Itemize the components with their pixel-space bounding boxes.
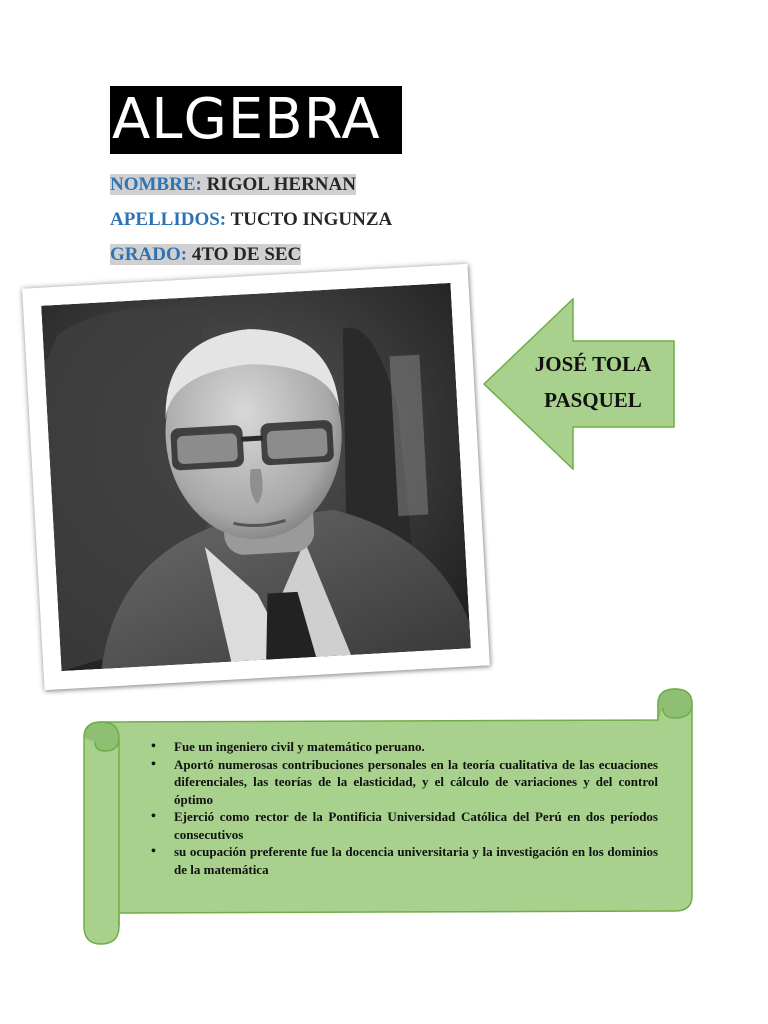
- bio-text: [151, 738, 658, 878]
- bio-bullet-4: • su ocupación preferente fue la docencia universitaria y la investigación en los dominios de la matemática: [174, 843, 658, 878]
- callout-line-2: PASQUEL: [544, 388, 642, 412]
- page-title: ALGEBRA: [110, 86, 402, 154]
- name-callout-arrow: [483, 298, 676, 470]
- bio-scroll: [83, 688, 695, 946]
- portrait-photo: [41, 283, 471, 671]
- callout-text: [513, 346, 673, 418]
- bio-bullet-3: • Ejerció como rector de la Pontificia Universidad Católica del Perú en dos períodos consecutivos: [174, 808, 658, 843]
- bio-bullet-1: • Fue un ingeniero civil y matemático peruano.: [174, 738, 658, 756]
- field-apellidos-value: TUCTO INGUNZA: [230, 209, 393, 230]
- photo-frame: [22, 264, 490, 690]
- bio-list: [151, 738, 658, 878]
- callout-line-1: JOSÉ TOLA: [534, 352, 652, 376]
- bio-bullet-2: • Aportó numerosas contribuciones personales en la teoría cualitativa de las ecuaciones diferenciales, las teorías de la elasticidad, y el cálculo de variaciones y del control óptimo: [174, 756, 658, 809]
- field-apellidos: [110, 208, 392, 232]
- field-grado-label: GRADO:: [110, 244, 188, 265]
- field-apellidos-label: APELLIDOS:: [110, 209, 227, 230]
- field-grado: [110, 243, 301, 267]
- field-grado-value: 4TO DE SEC: [191, 244, 302, 265]
- field-nombre-label: NOMBRE:: [110, 174, 202, 195]
- field-nombre-value: RIGOL HERNAN: [206, 174, 356, 195]
- field-nombre: [110, 173, 356, 197]
